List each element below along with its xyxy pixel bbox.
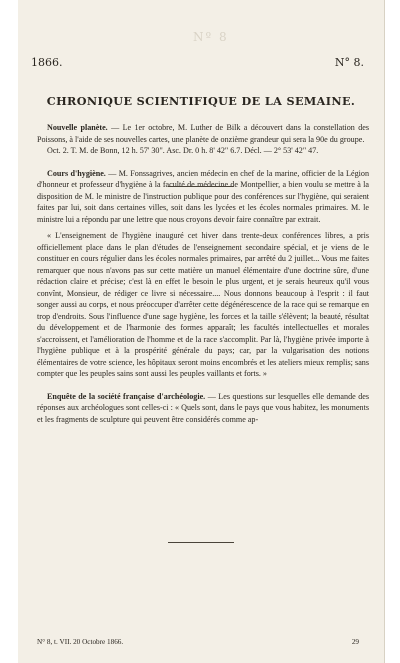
paragraph-hygiene — [37, 168, 369, 226]
text-archeologie: — Les questions sur lesquelles elle demande des réponses aux archéologues sont celles-ci : « Quels sont, dans le pays que vous habitez, les monuments et les fragments de sculpture qui peuvent être considérés comme ap- — [37, 391, 369, 424]
article-body — [37, 122, 369, 425]
header-year: 1866. — [31, 56, 63, 69]
text-hygiene: — M. Fonssagrives, ancien médecin en chef de la marine, officier de la Légion d'honneur et professeur d'hygiène à la faculté de médecine de Montpellier, a bien voulu se mettre à la disposition de M. le ministre de l'instruction publique pour des conférences sur l'hygiène, qui seraient faites par lui, soit dans certaines villes, soit dans les lycées et les écoles normales primaires. M. le ministre lui a répondu par une lettre que nous croyons devoir faire connaître par extrait. — [37, 168, 369, 224]
footer-issue: N° 8, t. VII. 20 Octobre 1866. — [37, 638, 124, 646]
page-footer — [37, 638, 359, 646]
page-title: CHRONIQUE SCIENTIFIQUE DE LA SEMAINE. — [46, 94, 356, 108]
section-rule-1 — [168, 186, 234, 187]
footer-page-number: 29 — [351, 638, 359, 646]
paragraph-planete — [37, 122, 369, 145]
heading-planete: Nouvelle planète. — [47, 123, 108, 132]
bleed-through-text: Nº 8 — [193, 30, 229, 44]
paragraph-archeologie — [37, 391, 369, 426]
page-header — [31, 56, 364, 69]
text-planete: — Le 1er octobre, M. Luther de Bilk a découvert dans la constellation des Poissons, à l'aide de ses nouvelles cartes, une planète de onzième grandeur qui sera la 90e du groupe. — [37, 123, 369, 144]
heading-hygiene: Cours d'hygiène. — [47, 168, 106, 178]
coords-planete: Oct. 2. T. M. de Bonn, 12 h. 57' 30". Asc. Dr. 0 h. 8' 42" 6.7. Décl. — 2° 53' 42" 47. — [47, 146, 319, 155]
heading-archeologie: Enquête de la société française d'archéologie. — [47, 391, 206, 401]
journal-page — [18, 0, 384, 663]
header-number: N° 8. — [334, 56, 364, 69]
quote-hygiene: « L'enseignement de l'hygiène inauguré cet hiver dans trente-deux conférences libres, a pris officiellement place dans le plan d'études de l'enseignement secondaire spécial, et je viens de le constituer en cours régulier dans les écoles normales primaires, par arrêté du 2 juillet... Vous me faites remarquer que nous n'avons pas sur cette matière un manuel élémentaire d'une doctrine sûre, d'une rédaction claire et précise; c'est là en effet le besoin le plus urgent, et je serais heureux qu'il vous convînt, Monsieur, de rédiger ce livre si nécessaire.... Nous donnons beaucoup à l'esprit : il faut songer aussi au corps, et nous préoccuper d'arrêter cette dégénérescence de la race qui se remarque en trop d'endroits. Sous l'influence d'une sage hygiène, les forces et la taille s'élèvent; la beauté, résultat du développement et de l'harmonie des formes apparaît; les facultés intellectuelles et morales s'accroissent, et l'amélioration de l'homme et de la race s'accomplit. Par là, l'hygiène privée importe à l'hygiène publique et à la prospérité générale du pays; car, par la vulgarisation des notions élémentaires de votre science, les hôpitaux seront moins encombrés et les ateliers mieux remplis; sans compter que les peuples sains sont aussi les peuples vaillants et forts. » — [37, 231, 369, 378]
section-rule-2 — [168, 542, 234, 543]
